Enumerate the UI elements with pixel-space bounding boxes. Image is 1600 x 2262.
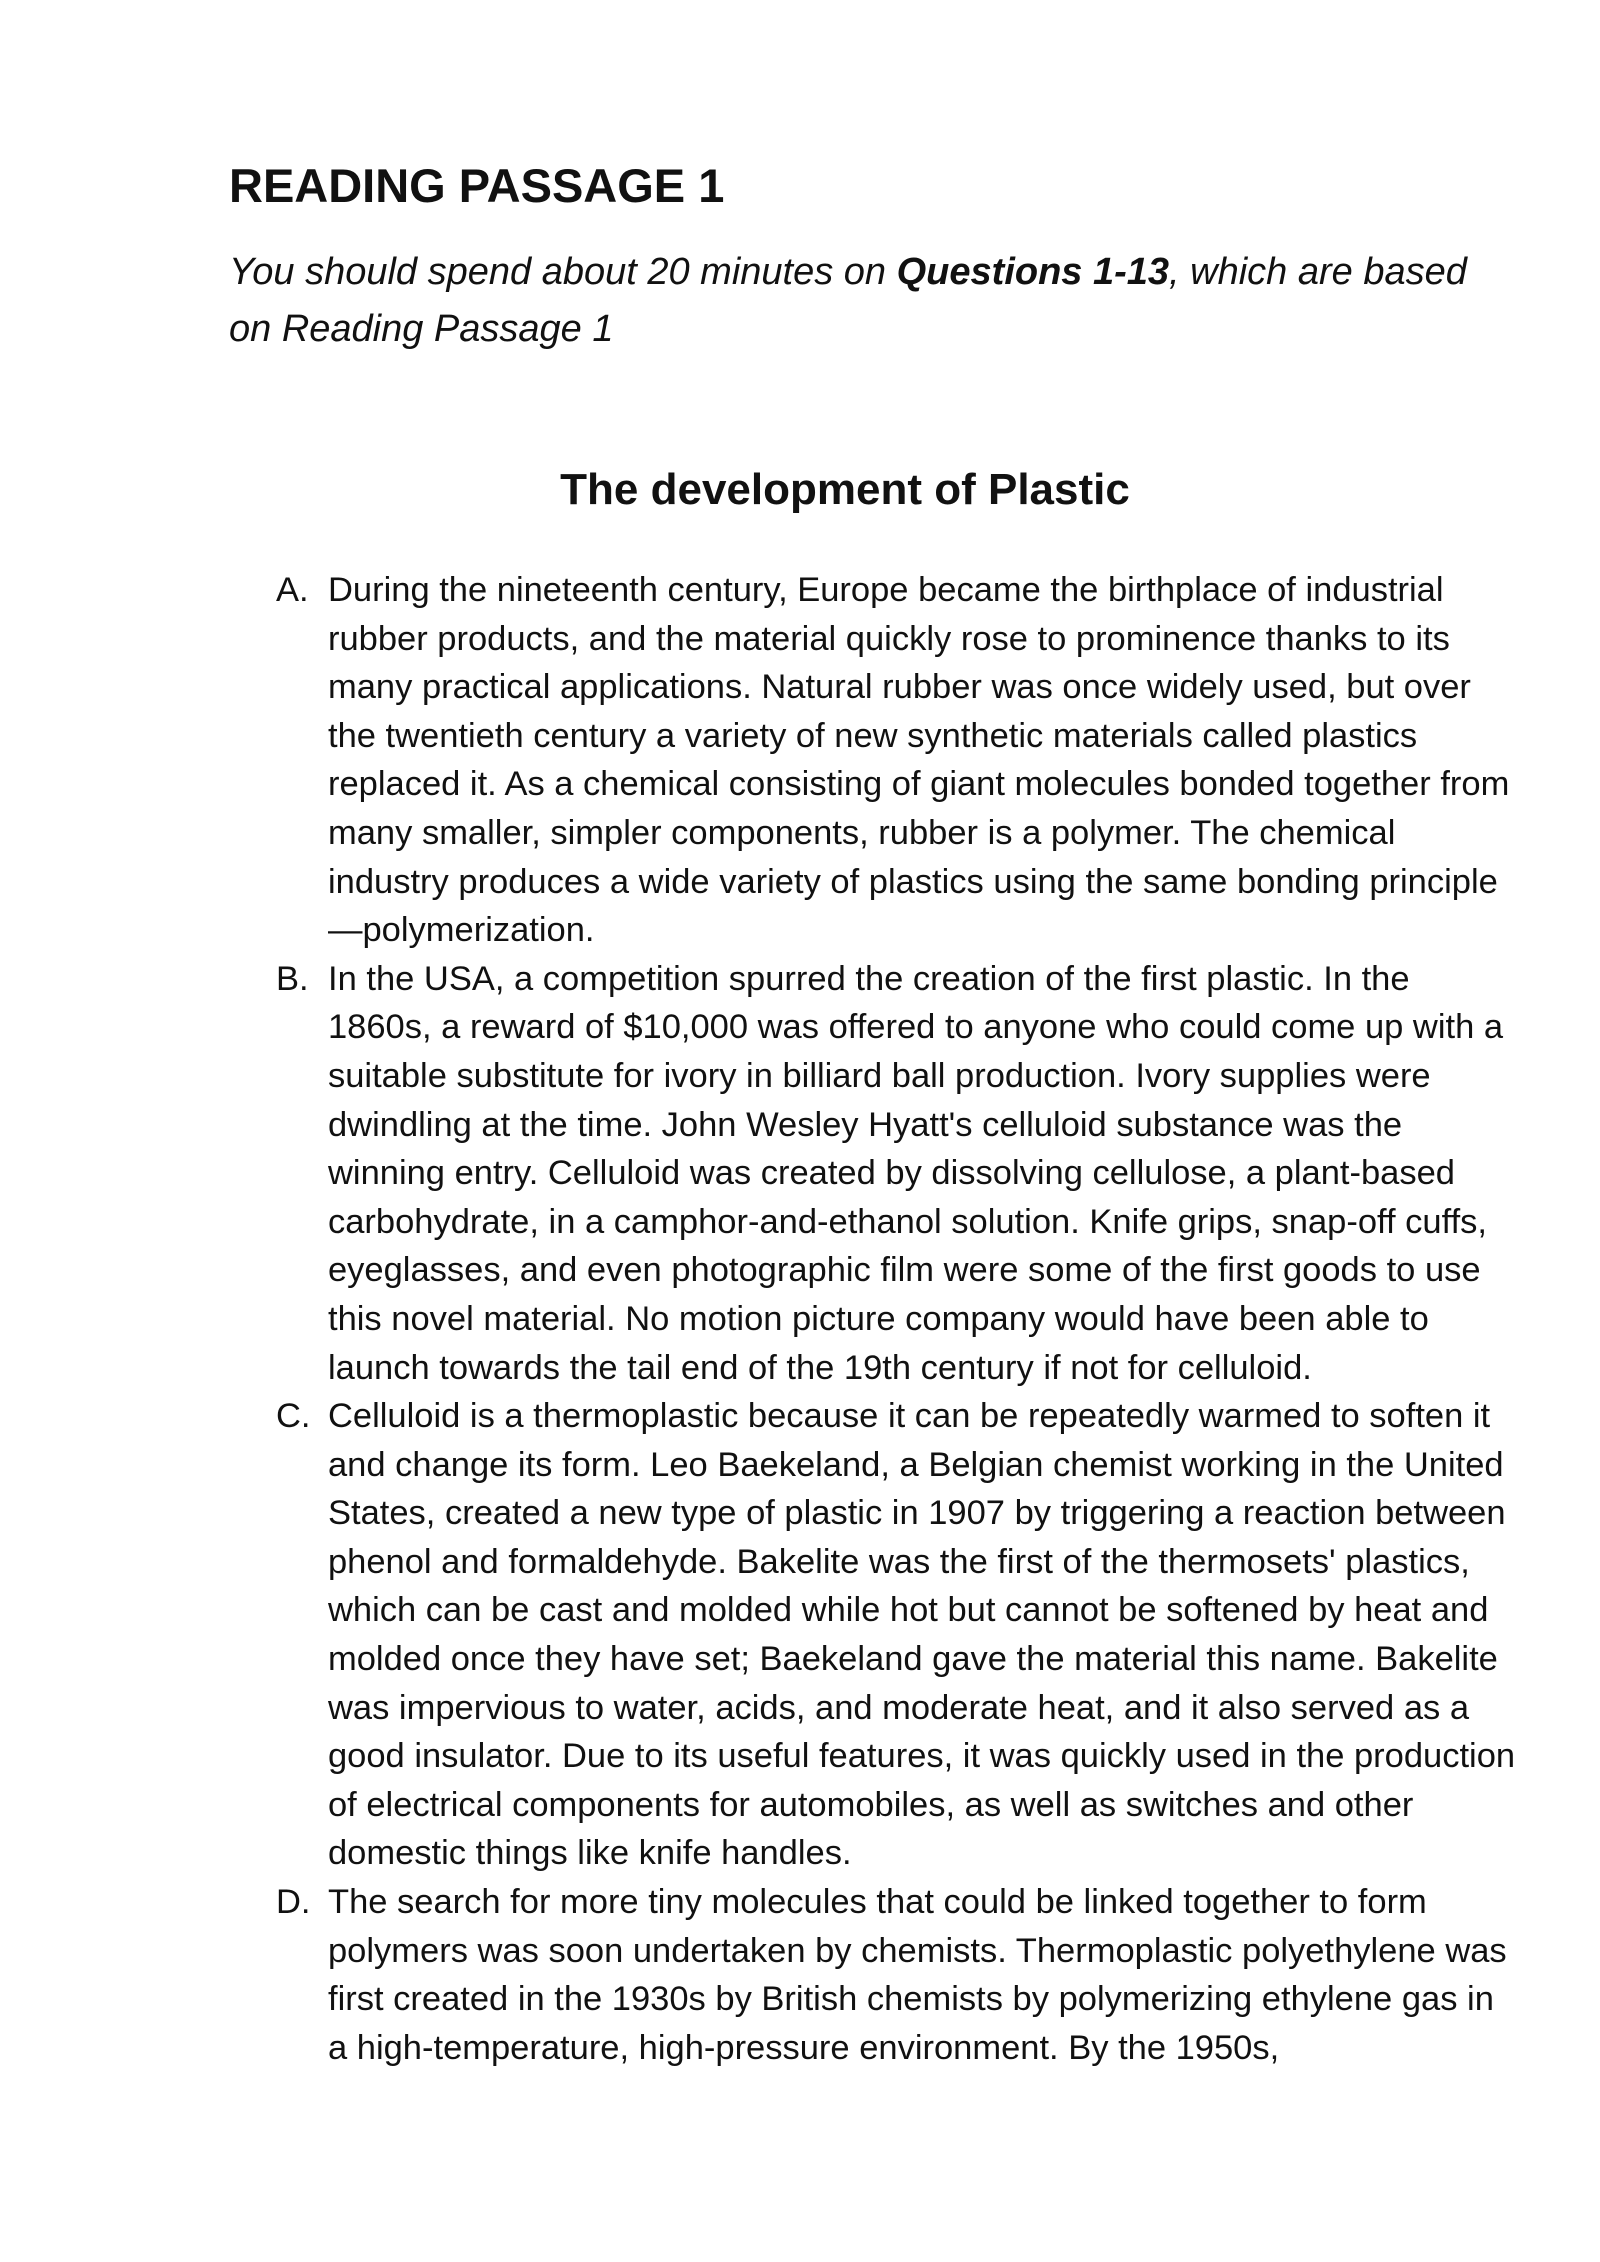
instructions-text-end: , which are based on Reading Passage 1 (229, 251, 1467, 350)
section-title: READING PASSAGE 1 (229, 159, 725, 212)
paragraph-letter: D. (276, 1883, 311, 1922)
paragraph-list (276, 566, 1521, 2072)
paragraph-text: In the USA, a competition spurred the creation of the first plastic. In the 1860s, a reward of $10,000 was offered to anyone who could come up with a suitable substitute for ivory in billiard ball production. Ivory supplies were dwindling at the time. John Wesley Hyatt's celluloid substance was the winning entry. Celluloid was created by dissolving cellulose, a plant-based carbohydrate, in a camphor-and-ethanol solution. Knife grips, snap-off cuffs, eyeglasses, and even photographic film were some of the first goods to use this novel material. No motion picture company would have been able to launch towards the tail end of the 19th century if not for celluloid. (328, 959, 1504, 1387)
instructions (229, 244, 1519, 358)
paragraph-text: Celluloid is a thermoplastic because it can be repeatedly warmed to soften it and change its form. Leo Baekeland, a Belgian chemist working in the United States, created a new type of plastic in 1907 by triggering a reaction between phenol and formaldehyde. Bakelite was the first of the thermosets' plastics, which can be cast and molded while hot but cannot be softened by heat and molded once they have set; Baekeland gave the material this name. Bakelite was impervious to water, acids, and moderate heat, and it also served as a good insulator. Due to its useful features, it was quickly used in the production of electrical components for automobiles, as well as switches and other domestic things like knife handles. (328, 1397, 1516, 1873)
paragraph-letter: C. (276, 1397, 311, 1436)
instructions-text-start: You should spend about 20 minutes on (229, 251, 897, 293)
paragraph-text: The search for more tiny molecules that could be linked together to form polymers was soon undertaken by chemists. Thermoplastic polyethylene was first created in the 1930s by British chemists by polymerizing ethylene gas in a high-temperature, high-pressure environment. By the 1950s, (328, 1883, 1507, 2067)
paragraph-a (276, 566, 1521, 955)
instructions-question-range: Questions 1-13 (896, 251, 1170, 293)
paragraph-b (276, 955, 1521, 1392)
paragraph-c (276, 1392, 1521, 1878)
paragraph-letter: B. (276, 959, 309, 998)
paragraph-letter: A. (276, 571, 309, 609)
passage-title: The development of Plastic (560, 465, 1130, 514)
paragraph-d (276, 1878, 1521, 2072)
paragraph-text: During the nineteenth century, Europe became the birthplace of industrial rubber products, and the material quickly rose to prominence thanks to its many practical applications. Natural rubber was once widely used, but over the twentieth century a variety of new synthetic materials called plastics replaced it. As a chemical consisting of giant molecules bonded together from many smaller, simpler components, rubber is a polymer. The chemical industry produces a wide variety of plastics using the same bonding principle—polymerization. (328, 571, 1510, 950)
